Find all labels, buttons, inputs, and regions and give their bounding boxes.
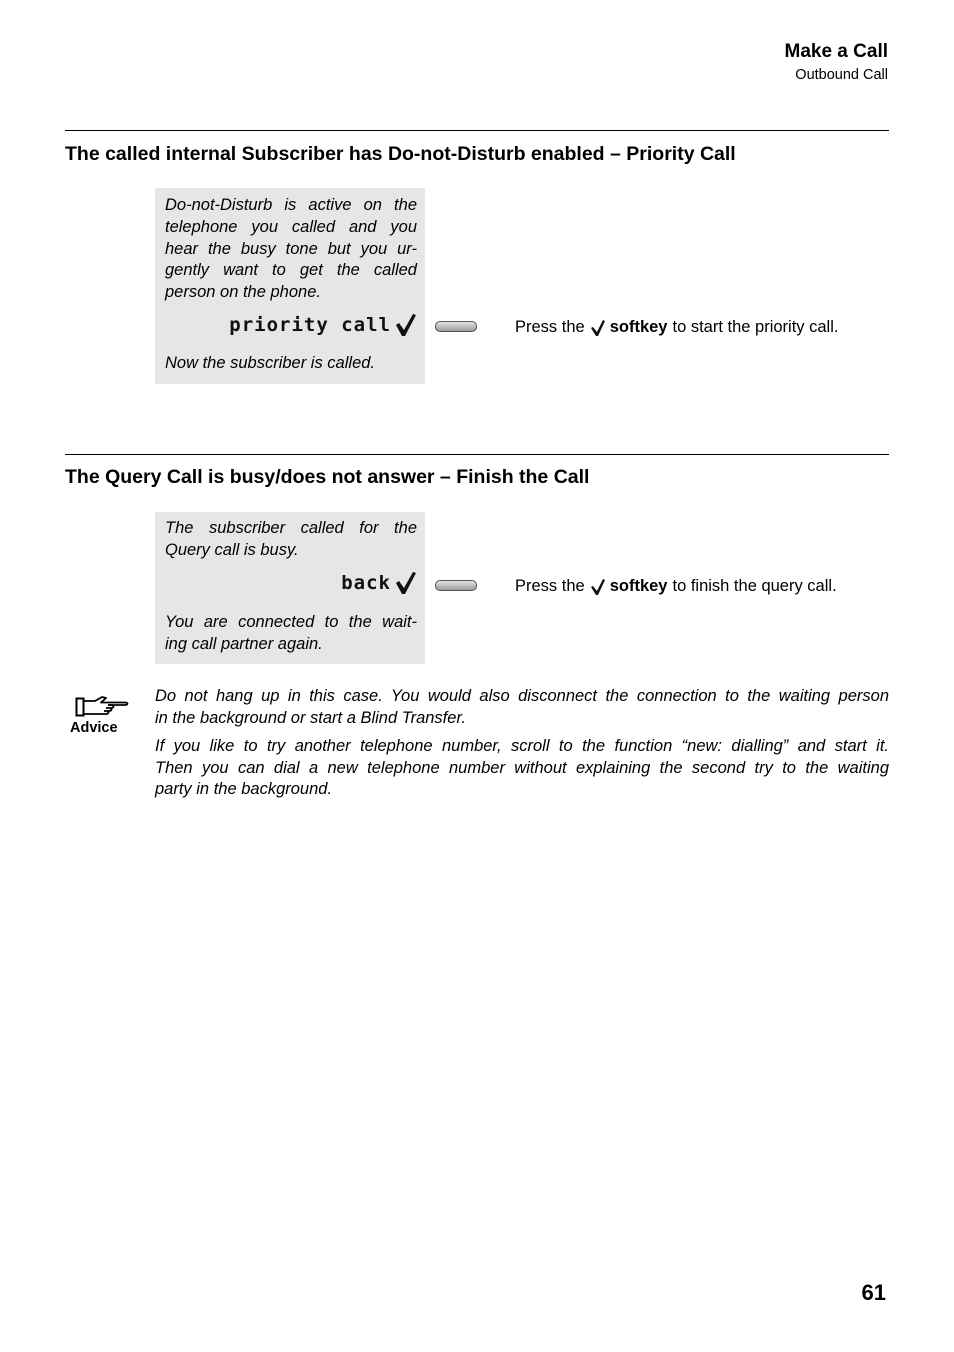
advice-label: Advice: [70, 720, 118, 736]
instruction-priority-call: Press the softkey to start the priority call.: [515, 318, 839, 336]
checkmark-icon: [590, 319, 606, 337]
display-text: priority call: [229, 314, 391, 336]
pointing-hand-icon: [75, 694, 131, 720]
page-number: 61: [861, 1280, 886, 1305]
section-heading-query-call: The Query Call is busy/does not answer – Finish the Call: [65, 466, 590, 488]
instruction-box-priority-call: [155, 188, 425, 384]
box-intro-text: Do-not-Disturb is active on the telephone you called and you hear the busy tone but you ur- gently want to get the called person on the phone.: [165, 196, 417, 302]
instruction-query-call: Press the softkey to finish the query call.: [515, 577, 837, 595]
checkmark-icon: [394, 570, 418, 596]
section-divider: [65, 454, 889, 455]
section-divider: [65, 130, 889, 131]
advice-paragraph: Do not hang up in this case. You would also disconnect the connection to the waiting person in the background or start a Blind Transfer.: [155, 687, 889, 727]
box-outcome-text: Now the subscriber is called.: [165, 354, 376, 372]
display-text: back: [341, 572, 391, 594]
display-priority-call: [229, 312, 418, 338]
display-back: [341, 570, 418, 596]
chapter-title: Make a Call: [784, 41, 888, 62]
section-heading-priority-call: The called internal Subscriber has Do-not-Disturb enabled – Priority Call: [65, 143, 736, 165]
instruction-box-query-call: [155, 512, 425, 664]
box-intro-text: The subscriber called for the Query call is busy.: [165, 519, 417, 559]
checkmark-icon: [394, 312, 418, 338]
softkey-button[interactable]: [435, 580, 477, 591]
box-outcome-text: You are connected to the wait- ing call partner again.: [165, 613, 417, 653]
advice-paragraph: If you like to try another telephone number, scroll to the function “new: dialling” and start it. Then you can dial a new telephone number without explaining the second try to the waiting party in the background.: [155, 737, 889, 798]
softkey-button[interactable]: [435, 321, 477, 332]
chapter-subtitle: Outbound Call: [795, 67, 888, 83]
checkmark-icon: [590, 578, 606, 596]
